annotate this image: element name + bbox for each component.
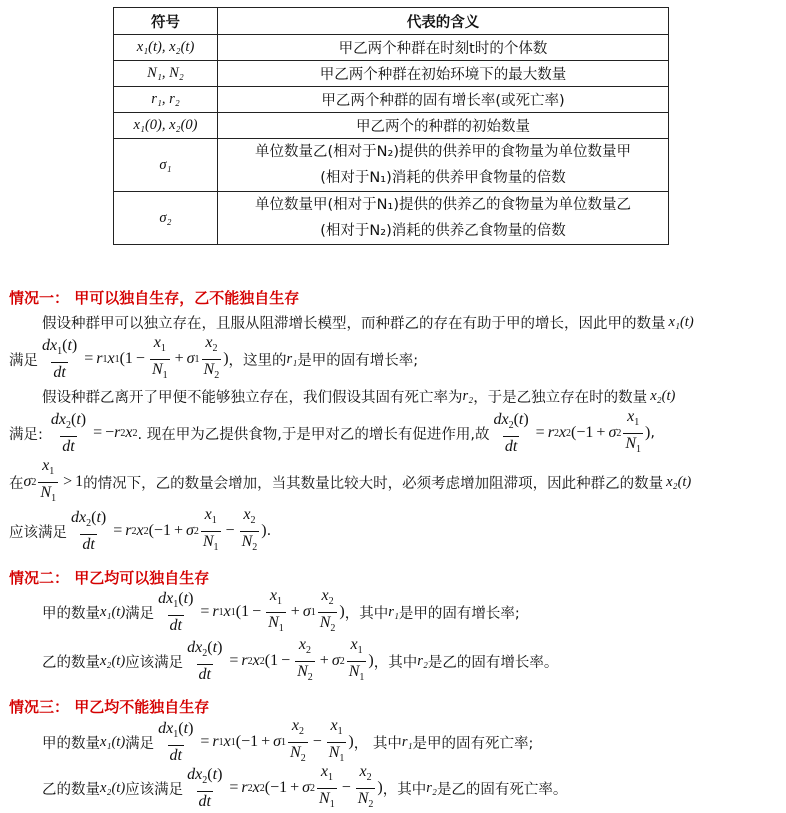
text: ，其中 <box>344 605 389 622</box>
symbol-cell: x₁(t), x₂(t) <box>114 35 218 61</box>
meaning-line: 单位数量甲(相对于N₁)提供的供养乙的食物量为单位数量乙 <box>255 197 631 213</box>
text: 满足 <box>9 352 38 369</box>
case3-line2 <box>42 763 568 810</box>
meaning-line: (相对于N₂)消耗的供养乙食物量的倍数 <box>320 223 566 239</box>
math-var: x₂(t) <box>100 652 126 669</box>
case1-paragraph3 <box>42 386 675 406</box>
equation-case3-dx2dt: $\frac{dx_2(t)}{dt}$ = r 2 x 2 (−1 + σ 2 $\frac{x_1}{N_1}$ − $\frac{x_2}{N_2}$ ) <box>183 763 383 812</box>
text: 在 <box>9 475 24 492</box>
case2-line2 <box>42 636 559 683</box>
math-var: r₂ <box>462 387 474 404</box>
math-var: x₁(t) <box>100 603 126 620</box>
text: 甲的数量 <box>42 735 100 752</box>
math-var: r₂ <box>426 779 437 796</box>
case1-paragraph2 <box>9 334 419 381</box>
case1-paragraph1 <box>42 312 694 332</box>
math-var: x₁(t) <box>100 733 126 750</box>
math-var: x₂(t) <box>650 387 676 404</box>
case1-heading: 情况一： 甲可以独自生存，乙不能独自生存 <box>9 289 300 307</box>
equation-dx2dt-simple: $\frac{dx_2(t)}{dt}$ = − r 2 x 2 <box>50 411 138 455</box>
text: 的情况下，乙的数量会增加，当其数量比较大时，必须考虑增加阻滞项，因此种群乙的数量 <box>83 475 664 492</box>
text: , <box>650 425 655 441</box>
text: ，其中 <box>373 654 418 671</box>
text: 假设种群乙离开了甲便不能够独立存在，我们假设其固有死亡率为 <box>42 389 463 406</box>
equation-dx2dt-promoted: $\frac{dx_2(t)}{dt}$ = r 2 x 2 (−1 + σ 2 $\frac{x_1}{N_1}$ ) <box>489 408 650 457</box>
equation-dx2dt-logistic: $\frac{dx_2(t)}{dt}$ = r 2 x 2 (−1 + σ 2 $\frac{x_1}{N_1}$ − $\frac{x_2}{N_2}$ ) <box>67 506 267 555</box>
text: 应该满足 <box>125 654 184 671</box>
text: ， 其中 <box>353 735 402 752</box>
text: ，其中 <box>382 781 427 798</box>
text: ，这里的 <box>228 352 287 369</box>
equation-dx1dt: $\frac{dx_1(t)}{dt}$ = r 1 x 1 (1 − $\frac{x_1}{N_1}$ + σ 1 $\frac{x_2}{N_2}$ ) <box>38 334 229 383</box>
text: ，于是乙独立存在时的数量 <box>473 389 648 406</box>
meaning-cell: 甲乙两个种群在初始环境下的最大数量 <box>218 61 669 87</box>
table-header-row <box>114 8 669 35</box>
text: 满足: <box>9 426 43 443</box>
text: 满足 <box>125 735 155 752</box>
math-var: r₁ <box>388 603 399 620</box>
equation-case2-dx1dt: $\frac{dx_1(t)}{dt}$ = r 1 x 1 (1 − $\frac{x_1}{N_1}$ + σ 1 $\frac{x_2}{N_2}$ ) <box>154 587 345 636</box>
symbol-table <box>113 7 669 245</box>
symbol-cell: N₁, N₂ <box>114 61 218 87</box>
meaning-cell <box>218 139 669 192</box>
case2-heading: 情况二： 甲乙均可以独自生存 <box>9 569 210 587</box>
inequality-sigma2: σ 2 $\frac{x_1}{N_1}$ > 1 <box>24 457 84 506</box>
header-symbol: 符号 <box>114 8 218 35</box>
math-var: r₂ <box>417 652 428 669</box>
meaning-line: (相对于N₁)消耗的供养甲食物量的倍数 <box>320 170 566 186</box>
equation-case2-dx2dt: $\frac{dx_2(t)}{dt}$ = r 2 x 2 (1 − $\frac{x_2}{N_2}$ + σ 2 $\frac{x_1}{N_1}$ ) <box>183 636 374 685</box>
text: 是甲的固有增长率; <box>297 352 419 369</box>
table-row <box>114 139 669 192</box>
symbol-cell: σ₁ <box>114 139 218 192</box>
table-row <box>114 87 669 113</box>
header-meaning: 代表的含义 <box>218 8 669 35</box>
math-var: x₂(t) <box>666 473 692 490</box>
case1-paragraph6 <box>9 506 272 553</box>
case3-heading: 情况三： 甲乙均不能独自生存 <box>9 698 210 716</box>
text: 是甲的固有死亡率; <box>412 735 534 752</box>
meaning-cell: 甲乙两个种群的固有增长率(或死亡率) <box>218 87 669 113</box>
symbol-cell: σ₂ <box>114 192 218 245</box>
text: 是乙的固有死亡率。 <box>436 781 568 798</box>
text: 假设种群甲可以独立存在，且服从阻滞增长模型，而种群乙的存在有助于甲的增长，因此甲的数量 <box>42 315 666 332</box>
text: 甲的数量 <box>42 605 100 622</box>
case3-line1 <box>42 717 534 764</box>
meaning-line: 单位数量乙(相对于N₂)提供的供养甲的食物量为单位数量甲 <box>255 144 631 160</box>
case1-paragraph4 <box>9 408 655 455</box>
meaning-cell <box>218 192 669 245</box>
text: 应该满足 <box>9 524 67 541</box>
table-row <box>114 61 669 87</box>
case2-line1 <box>42 587 520 634</box>
text: 满足 <box>125 605 155 622</box>
text: 应该满足 <box>125 781 184 798</box>
text: . 现在甲为乙提供食物,于是甲对乙的增长有促进作用,故 <box>137 426 490 443</box>
table-row <box>114 113 669 139</box>
table-row <box>114 35 669 61</box>
text: . <box>266 523 272 539</box>
symbol-cell: r₁, r₂ <box>114 87 218 113</box>
symbol-cell: x₁(0), x₂(0) <box>114 113 218 139</box>
case1-paragraph5 <box>9 457 692 504</box>
meaning-cell: 甲乙两个种群在时刻t时的个体数 <box>218 35 669 61</box>
math-var: x₁(t) <box>668 313 694 330</box>
meaning-cell: 甲乙两个的种群的初始数量 <box>218 113 669 139</box>
text: 是甲的固有增长率; <box>398 605 520 622</box>
math-var: r₁ <box>286 350 298 367</box>
equation-case3-dx1dt: $\frac{dx_1(t)}{dt}$ = r 1 x 1 (−1 + σ 1 $\frac{x_2}{N_2}$ − $\frac{x_1}{N_1}$ ) <box>154 717 354 766</box>
math-var: x₂(t) <box>100 779 126 796</box>
text: 乙的数量 <box>42 781 100 798</box>
table-row <box>114 192 669 245</box>
text: 是乙的固有增长率。 <box>427 654 559 671</box>
text: 乙的数量 <box>42 654 100 671</box>
math-var: r₁ <box>401 733 413 750</box>
